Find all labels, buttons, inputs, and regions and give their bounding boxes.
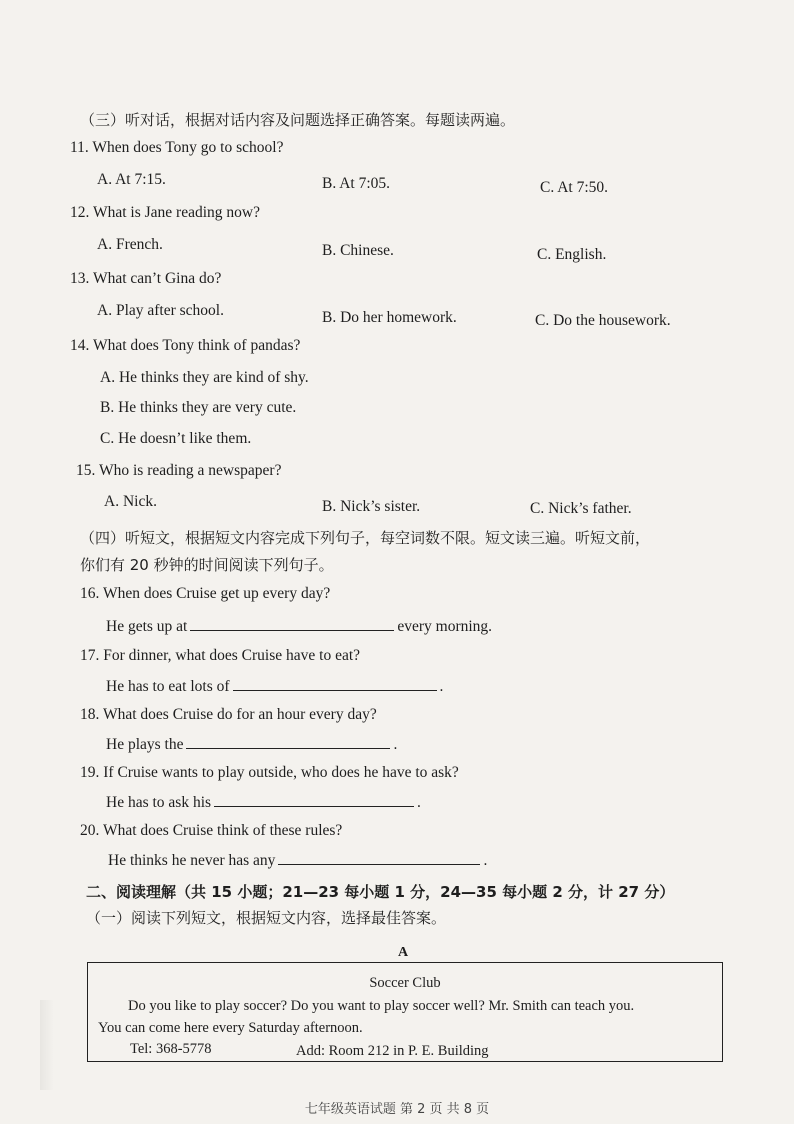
q20-answer-line: [108, 850, 487, 871]
q11-option-c: C. At 7:50.: [540, 179, 609, 196]
section3-heading: （三）听对话，根据对话内容及问题选择正确答案。每题读两遍。: [80, 111, 516, 129]
q14-option-a: A. He thinks they are kind of shy.: [100, 369, 309, 386]
q20-suffix: .: [483, 852, 488, 869]
question-15: 15. Who is reading a newspaper?: [76, 462, 282, 479]
q19-blank[interactable]: [214, 792, 414, 807]
q18-suffix: .: [393, 736, 398, 753]
q17-suffix: .: [439, 678, 444, 695]
q15-option-b: B. Nick’s sister.: [322, 498, 421, 515]
q16-blank[interactable]: [190, 616, 394, 631]
page-footer: 七年级英语试题 第 2 页 共 8 页: [304, 1102, 490, 1117]
q11-option-a: A. At 7:15.: [97, 171, 166, 188]
q20-prefix: He thinks he never has any: [108, 852, 276, 869]
q13-option-b: B. Do her homework.: [322, 309, 457, 326]
notice-address: Add: Room 212 in P. E. Building: [296, 1043, 489, 1059]
q12-option-b: B. Chinese.: [322, 242, 394, 259]
q18-prefix: He plays the: [106, 736, 184, 753]
question-19: 19. If Cruise wants to play outside, who does he have to ask?: [80, 764, 459, 781]
question-14: 14. What does Tony think of pandas?: [70, 337, 301, 354]
soccer-club-notice: [87, 962, 723, 1062]
section4-heading-2: 你们有 20 秒钟的时间阅读下列句子。: [80, 556, 334, 574]
notice-line-1: Do you like to play soccer? Do you want to play soccer well? Mr. Smith can teach you.: [128, 998, 635, 1014]
q17-blank[interactable]: [233, 676, 437, 691]
q18-answer-line: [106, 734, 397, 755]
q20-blank[interactable]: [278, 850, 480, 865]
q16-suffix: every morning.: [397, 618, 493, 635]
q19-prefix: He has to ask his: [106, 794, 212, 811]
passage-label: A: [398, 945, 409, 960]
part2-subheading: （一）阅读下列短文，根据短文内容，选择最佳答案。: [86, 909, 447, 927]
q19-answer-line: [106, 792, 421, 813]
question-11: 11. When does Tony go to school?: [70, 139, 284, 156]
q14-option-c: C. He doesn’t like them.: [100, 430, 252, 447]
q12-option-c: C. English.: [537, 246, 607, 263]
question-18: 18. What does Cruise do for an hour every day?: [80, 706, 377, 723]
q11-option-b: B. At 7:05.: [322, 175, 391, 192]
notice-line-2: You can come here every Saturday afternoon.: [98, 1020, 363, 1036]
part2-heading: 二、阅读理解（共 15 小题；21—23 每小题 1 分，24—35 每小题 2 分，计 27 分）: [86, 883, 675, 901]
q17-prefix: He has to eat lots of: [106, 678, 230, 695]
question-20: 20. What does Cruise think of these rules?: [80, 822, 343, 839]
q13-option-a: A. Play after school.: [97, 302, 224, 319]
q19-suffix: .: [417, 794, 421, 811]
section4-heading-1: （四）听短文，根据短文内容完成下列句子，每空词数不限。短文读三遍。听短文前，: [80, 529, 651, 547]
q12-option-a: A. French.: [97, 236, 163, 253]
q17-answer-line: [106, 676, 443, 697]
notice-tel: Tel: 368-5778: [130, 1041, 212, 1057]
q18-blank[interactable]: [186, 734, 390, 749]
q16-prefix: He gets up at: [106, 618, 188, 635]
notice-title: Soccer Club: [369, 975, 441, 991]
q14-option-b: B. He thinks they are very cute.: [100, 399, 297, 416]
q16-answer-line: [106, 616, 492, 637]
question-17: 17. For dinner, what does Cruise have to eat?: [80, 647, 361, 664]
question-13: 13. What can’t Gina do?: [70, 270, 222, 287]
scan-shadow: [40, 1000, 54, 1090]
q15-option-c: C. Nick’s father.: [530, 500, 632, 517]
question-12: 12. What is Jane reading now?: [70, 204, 260, 221]
question-16: 16. When does Cruise get up every day?: [80, 585, 331, 602]
q15-option-a: A. Nick.: [104, 493, 157, 510]
q13-option-c: C. Do the housework.: [535, 312, 671, 329]
